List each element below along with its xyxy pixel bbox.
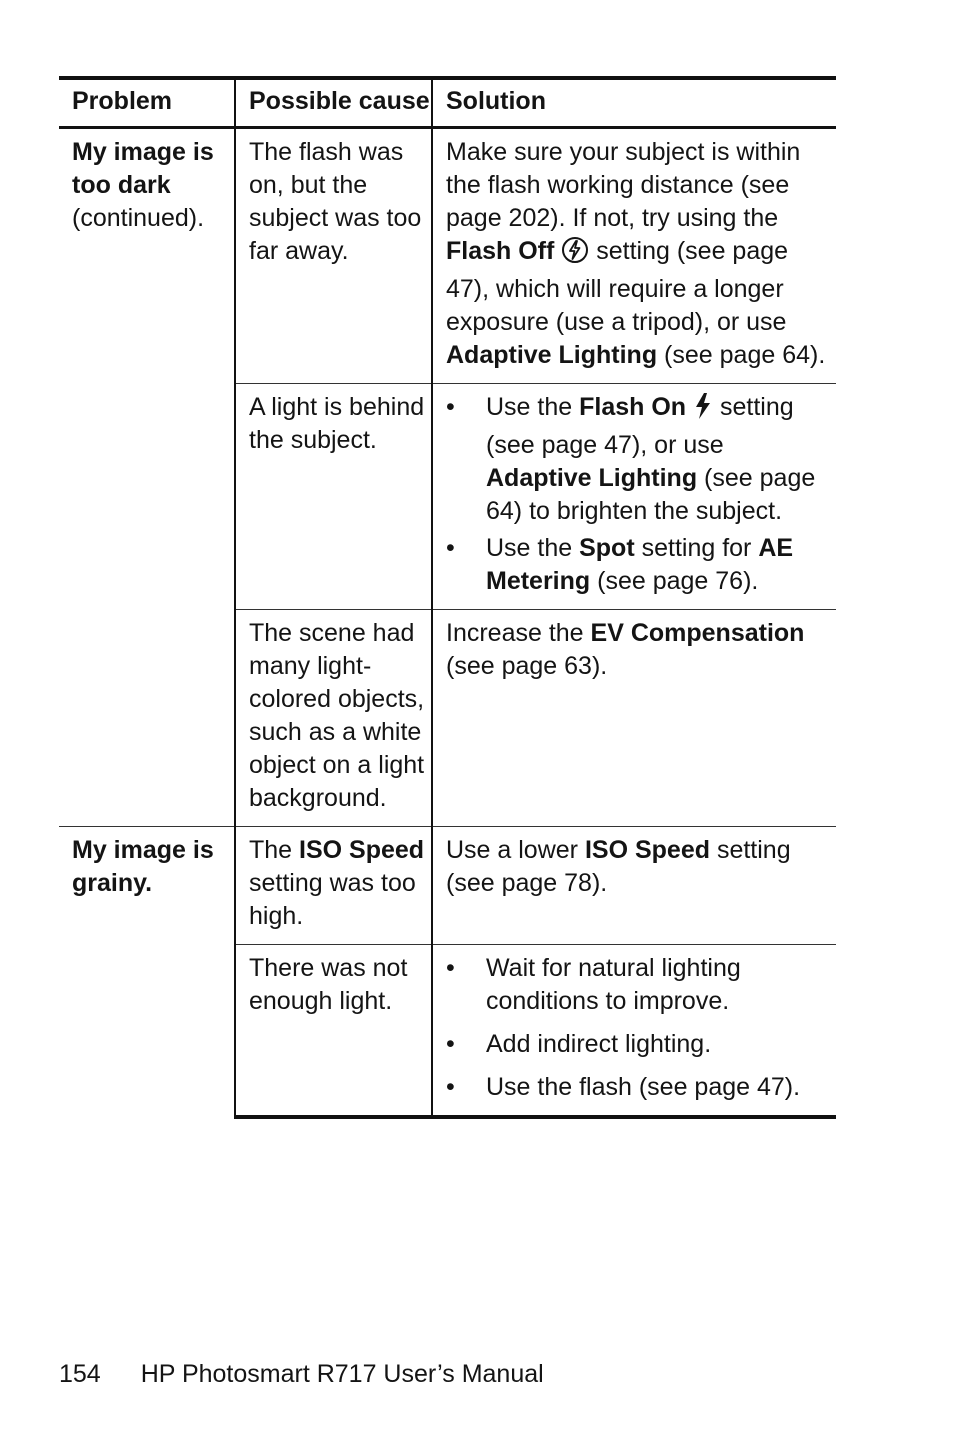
solution-text: (see page 64) to brighten the subject. [486,463,816,525]
page-number: 154 [59,1360,101,1388]
solution-term: Flash Off [446,236,555,265]
solution-term: Flash On [579,392,687,421]
solution-bullet-list [446,391,836,598]
solution-text: (see page 64). [657,340,826,369]
table-row [59,127,836,383]
cause-cell: There was not enough light. [235,944,432,1117]
cause-cell: A light is behind the subject. [235,383,432,609]
solution-text: setting (see page 47), or use [486,392,794,459]
list-item [446,1028,836,1061]
solution-text: (see page 63). [446,651,608,680]
bullet: • [446,392,455,421]
solution-cell [432,609,836,826]
flash-on-icon [693,392,713,429]
header-possible-cause: Possible cause [235,78,432,127]
solution-text: Wait for natural lighting conditions to improve. [486,953,741,1015]
solution-term: Adaptive Lighting [486,463,698,492]
troubleshooting-table [59,76,836,1119]
solution-term: Spot [579,533,635,562]
cause-cell: The scene had many light-colored objects, such as a white object on a light background. [235,609,432,826]
list-item [446,1071,836,1104]
solution-term: Adaptive Lighting [446,340,658,369]
problem-too-dark [59,127,235,826]
solution-text: Use the flash (see page 47). [486,1072,801,1101]
table-header-row [59,78,836,127]
bullet: • [446,1072,455,1101]
problem-title: My image is too dark [72,137,214,199]
cause-text: setting was too high. [249,868,416,930]
bullet: • [446,1029,455,1058]
solution-term: AE Metering [486,533,794,595]
solution-cell [432,127,836,383]
solution-text: Use a lower [446,835,585,864]
cause-term: ISO Speed [299,835,425,864]
solution-cell [432,944,836,1117]
list-item [446,532,836,598]
cause-cell: The flash was on, but the subject was too far away. [235,127,432,383]
solution-cell [432,383,836,609]
cause-cell [235,826,432,944]
list-item [446,391,836,528]
solution-text: Add indirect lighting. [486,1029,712,1058]
solution-cell [432,826,836,944]
bullet: • [446,953,455,982]
solution-text: setting for [634,533,759,562]
solution-term: EV Compensation [590,618,805,647]
flash-off-icon [561,236,589,273]
list-item [446,952,836,1018]
manual-title: HP Photosmart R717 User’s Manual [140,1360,544,1388]
solution-term: ISO Speed [584,835,710,864]
problem-title: My image is grainy. [72,835,214,897]
solution-bullet-list [446,952,836,1104]
solution-text: setting (see page 78). [446,835,791,897]
solution-text: Use the [486,533,580,562]
table-row [59,826,836,944]
header-problem: Problem [59,78,235,127]
header-solution: Solution [432,78,836,127]
solution-text: Use the [486,392,580,421]
problem-suffix: (continued). [72,203,205,232]
bullet: • [446,533,455,562]
page-footer [59,1358,544,1390]
problem-grainy [59,826,235,1117]
solution-text: setting (see page 47), which will require a longer exposure (use a tripod), or use [446,236,789,336]
cause-text: The [249,835,300,864]
solution-text: Increase the [446,618,591,647]
solution-text: Make sure your subject is within the flash working distance (see page 202). If not, try using the [446,137,801,232]
solution-text: (see page 76). [590,566,759,595]
